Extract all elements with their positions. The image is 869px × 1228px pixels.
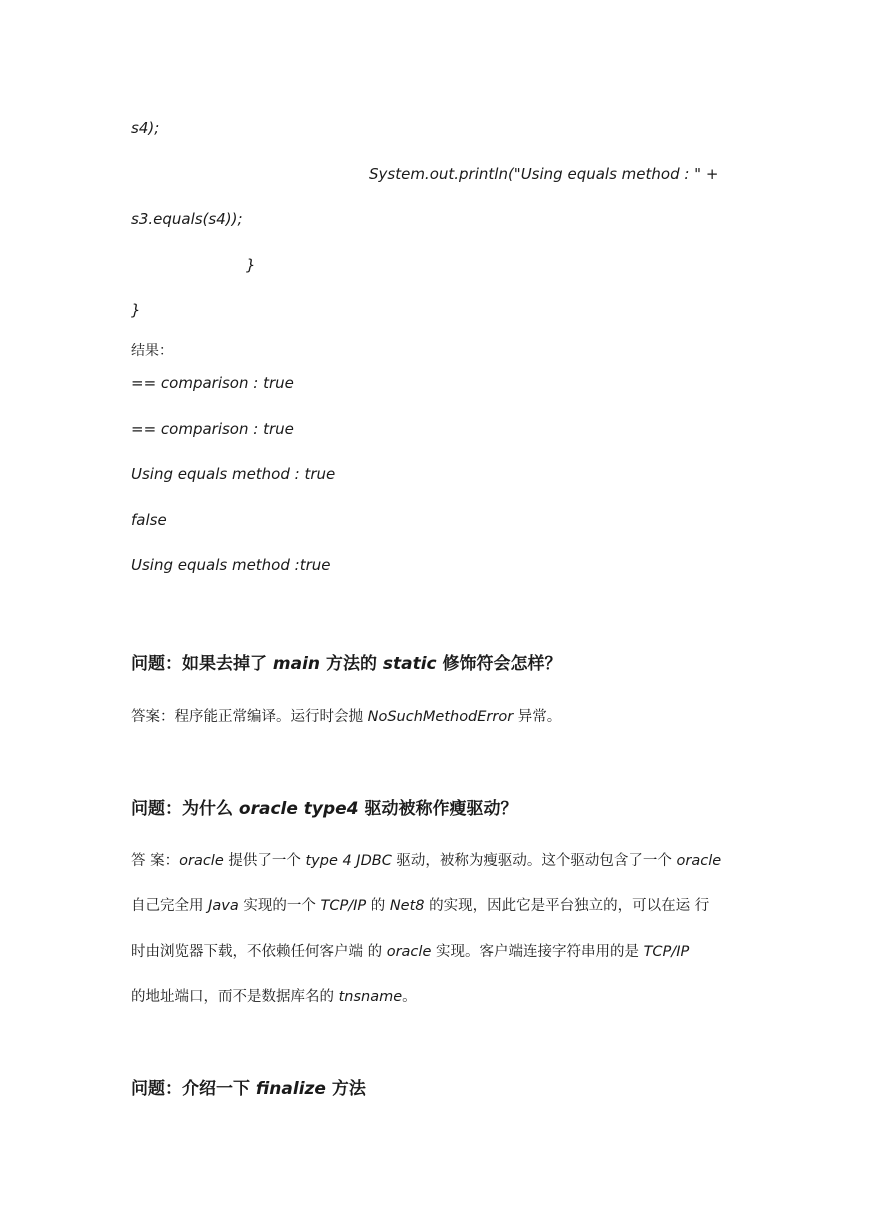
- answer-text: 实现。客户端连接字符串用的是: [431, 944, 644, 960]
- heading-text: 修饰符会怎样？: [436, 654, 562, 674]
- answer-code: tnsname: [338, 989, 403, 1005]
- results-label: 结果：: [131, 343, 173, 359]
- answer-paragraph: [131, 707, 561, 727]
- answer-code: TCP/IP: [320, 898, 367, 914]
- result-line: == comparison : true: [131, 420, 294, 438]
- answer-text: 驱动，被称为瘦驱动。这个驱动包含了一个: [391, 853, 677, 869]
- heading-code: oracle type4: [238, 799, 359, 819]
- answer-line: [131, 942, 689, 962]
- answer-text: 异常。: [513, 709, 562, 725]
- answer-line: [131, 896, 709, 916]
- code-line-4: }: [246, 256, 256, 274]
- heading-text: 问题：如果去掉了: [131, 654, 273, 674]
- code-line-3: s3.equals(s4));: [131, 210, 243, 228]
- result-line: == comparison : true: [131, 374, 294, 392]
- answer-text: 的: [366, 898, 390, 914]
- answer-text: 提供了一个: [223, 853, 306, 869]
- answer-line: [131, 851, 721, 871]
- answer-code: type 4 JDBC: [305, 853, 392, 869]
- answer-text: 自己完全用: [131, 898, 209, 914]
- heading-text: 问题：为什么: [131, 799, 239, 819]
- result-line: Using equals method :true: [131, 556, 331, 574]
- heading-code: static: [382, 654, 437, 674]
- result-line: false: [131, 511, 167, 529]
- answer-text: 答案：程序能正常编译。运行时会抛: [131, 709, 368, 725]
- answer-code: NoSuchMethodError: [367, 709, 514, 725]
- answer-line: [131, 987, 417, 1007]
- code-line-5: }: [131, 301, 141, 319]
- answer-code: oracle: [676, 853, 722, 869]
- code-line-2: System.out.println("Using equals method : " +: [369, 165, 719, 183]
- answer-text: 的实现，因此它是平台独立的，可以在运 行: [424, 898, 710, 914]
- answer-code: Java: [208, 898, 239, 914]
- heading-text: 方法: [325, 1079, 366, 1099]
- question-heading: [131, 797, 517, 821]
- answer-code: Net8: [389, 898, 425, 914]
- answer-text: 实现的一个: [238, 898, 321, 914]
- answer-text: 的地址端口，而不是数据库名的: [131, 989, 339, 1005]
- question-heading: [131, 1077, 366, 1101]
- answer-text: 。: [402, 989, 417, 1005]
- answer-code: oracle: [179, 853, 224, 869]
- code-line-1: s4);: [131, 119, 160, 137]
- heading-text: 方法的: [320, 654, 383, 674]
- answer-code: TCP/IP: [643, 944, 690, 960]
- heading-code: finalize: [255, 1079, 326, 1099]
- heading-text: 问题：介绍一下: [131, 1079, 256, 1099]
- answer-text: 时由浏览器下载，不依赖任何客户端 的: [131, 944, 387, 960]
- answer-code: oracle: [386, 944, 432, 960]
- heading-text: 驱动被称作瘦驱动？: [358, 799, 518, 819]
- answer-text: 答 案：: [131, 853, 180, 869]
- heading-code: main: [272, 654, 321, 674]
- result-line: Using equals method : true: [131, 465, 336, 483]
- question-heading: [131, 652, 562, 676]
